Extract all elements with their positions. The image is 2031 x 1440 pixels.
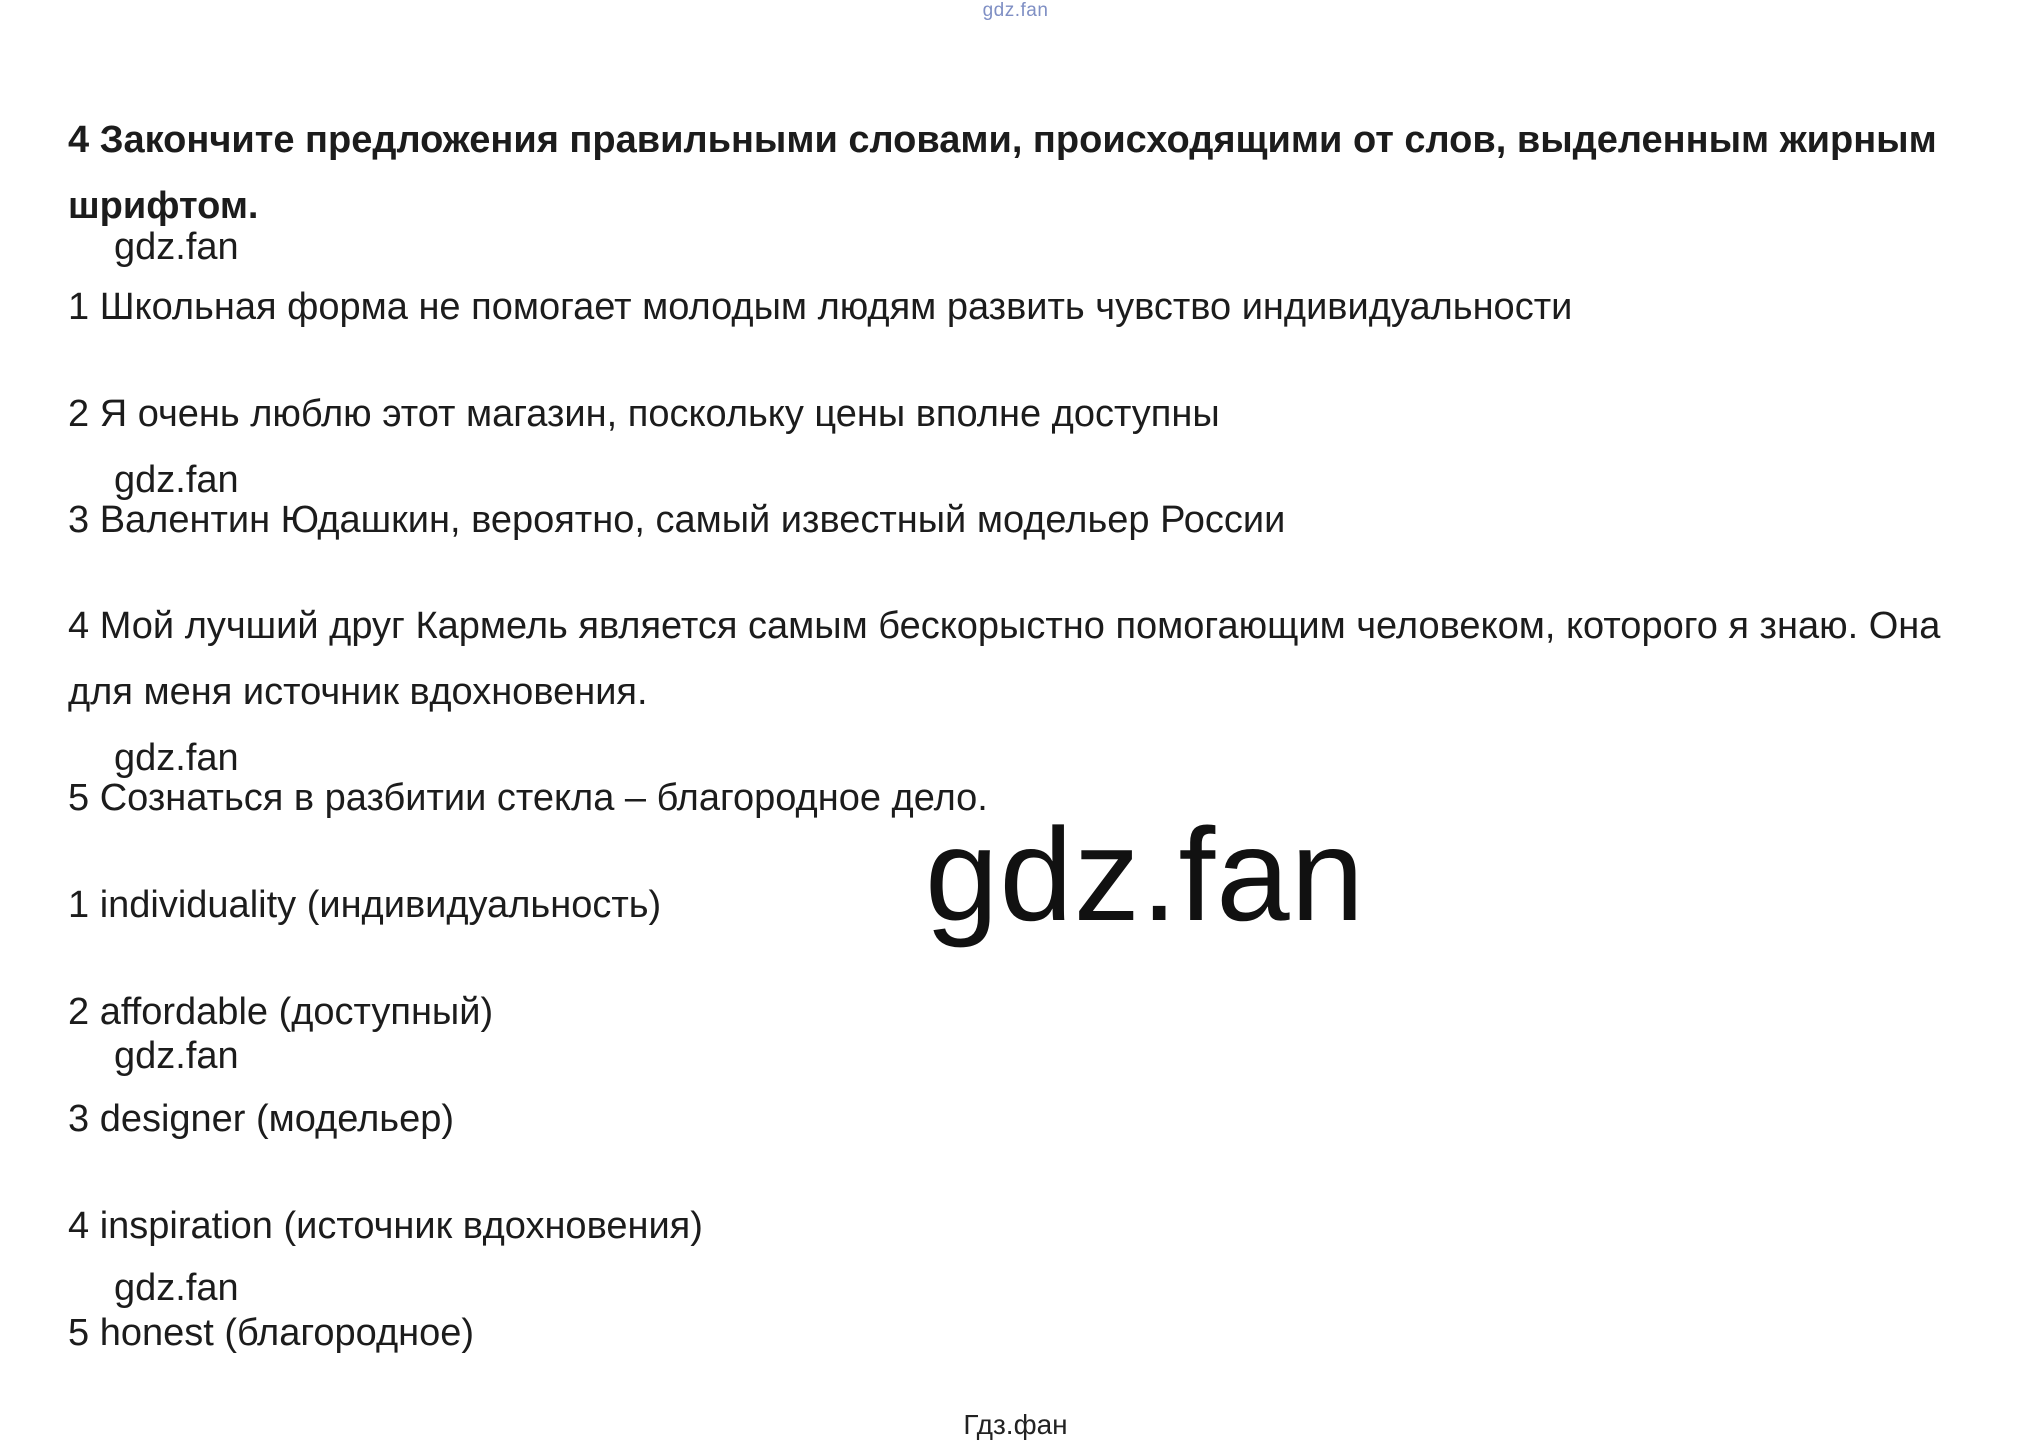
task-heading: 4 Закончите предложения правильными словами, происходящими от слов, выделенным жирным шрифтом. xyxy=(68,119,1937,227)
footer-text: Гдз.фан xyxy=(963,1409,1068,1440)
sentence-4: 4 Мой лучший друг Кармель является самым бескорыстно помогающим человеком, которого я знаю. Она для меня источник вдохновения. xyxy=(68,605,1941,713)
sentence-2: 2 Я очень люблю этот магазин, поскольку цены вполне доступны xyxy=(68,393,1220,435)
watermark-text: gdz.fan xyxy=(114,1267,239,1309)
watermark-text: gdz.fan xyxy=(114,459,239,501)
large-watermark: gdz.fan xyxy=(925,801,1365,948)
answer-2: 2 affordable (доступный) xyxy=(68,991,494,1033)
sentence-3: 3 Валентин Юдашкин, вероятно, самый известный модельер России xyxy=(68,499,1286,541)
sentence-5: 5 Сознаться в разбитии стекла – благородное дело. xyxy=(68,777,988,819)
top-watermark: gdz.fan xyxy=(982,0,1049,21)
answer-5: 5 honest (благородное) xyxy=(68,1312,475,1354)
answer-1: 1 individuality (индивидуальность) xyxy=(68,884,662,926)
watermark-text: gdz.fan xyxy=(114,226,239,268)
sentence-1: 1 Школьная форма не помогает молодым людям развить чувство индивидуальности xyxy=(68,286,1573,328)
answer-3: 3 designer (модельер) xyxy=(68,1098,455,1140)
answer-4: 4 inspiration (источник вдохновения) xyxy=(68,1205,703,1247)
watermark-text: gdz.fan xyxy=(114,1035,239,1077)
watermark-text: gdz.fan xyxy=(114,737,239,779)
